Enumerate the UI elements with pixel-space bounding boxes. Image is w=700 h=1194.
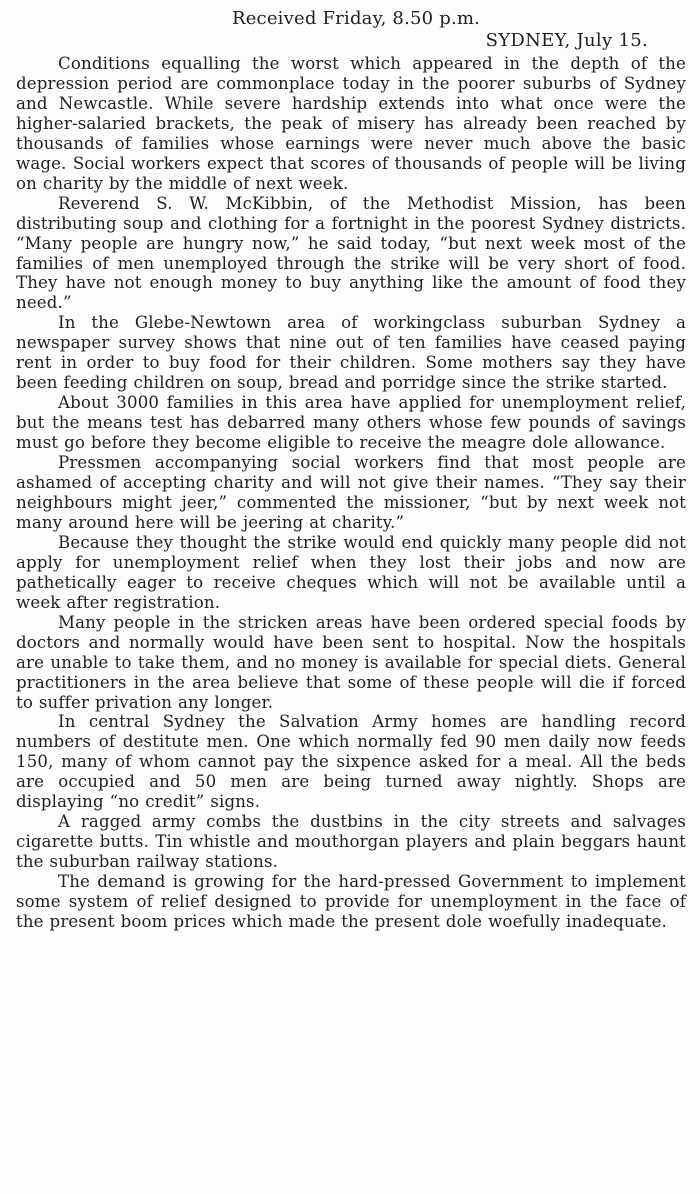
paragraph: In central Sydney the Salvation Army homes are handling record numbers of destitute men. One which normally fed 90 men daily now feeds 150, many of whom cannot pay the sixpence asked for a meal. All the beds are occupied and 50 men are being turned away nightly. Shops are displaying “no credit” signs. [16, 712, 686, 812]
paragraph: Pressmen accompanying social workers find that most people are ashamed of accepting charity and will not give their names. “They say their neighbours might jeer,” commented the missioner, “but by next week not many around here will be jeering at charity.” [16, 453, 686, 532]
received-time: Received Friday, 8.50 p.m. [231, 8, 481, 29]
paragraph: Reverend S. W. McKibbin, of the Methodist Mission, has been distributing soup and clothing for a fortnight in the poorest Sydney districts. “Many people are hungry now,” he said today, “but next week most of the families of men unemployed through the strike will be very short of food. They have not enough money to buy anything like the amount of food they need.” [16, 193, 686, 313]
paragraph: Many people in the stricken areas have been ordered special foods by doctors and normally would have been sent to hospital. Now the hospitals are unable to take them, and no money is available for special diets. General practitioners in the area believe that some of these people will die if forced to suffer privation any longer. [16, 612, 686, 712]
article-body [16, 54, 686, 932]
paragraph: About 3000 families in this area have applied for unemployment relief, but the means test has debarred many others whose few pounds of savings must go before they become eligible to receive the meagre dole allowance. [16, 393, 686, 453]
paragraph: The demand is growing for the hard-pressed Government to implement some system of relief designed to provide for unemployment in the face of the present boom prices which made the present dole woefully inadequate. [16, 872, 686, 931]
paragraph: A ragged army combs the dustbins in the city streets and salvages cigarette butts. Tin whistle and mouthorgan players and plain beggars haunt the suburban railway stations. [16, 812, 686, 872]
paragraph: Conditions equalling the worst which appeared in the depth of the depression period are commonplace today in the poorer suburbs of Sydney and Newcastle. While severe hardship extends into what once were the higher-salaried brackets, the peak of misery has already been reached by thousands of families whose earnings were never much above the basic wage. Social workers expect that scores of thousands of people will be living on charity by the middle of next week. [16, 54, 686, 193]
paragraph: In the Glebe-Newtown area of workingclass suburban Sydney a newspaper survey shows that nine out of ten families have ceased paying rent in order to buy food for their children. Some mothers say they have been feeding children on soup, bread and porridge since the strike started. [16, 313, 686, 393]
dateline: SYDNEY, July 15. [485, 30, 648, 51]
paragraph: Because they thought the strike would end quickly many people did not apply for unemployment relief when they lost their jobs and now are pathetically eager to receive cheques which will not be available until a week after registration. [16, 532, 686, 612]
